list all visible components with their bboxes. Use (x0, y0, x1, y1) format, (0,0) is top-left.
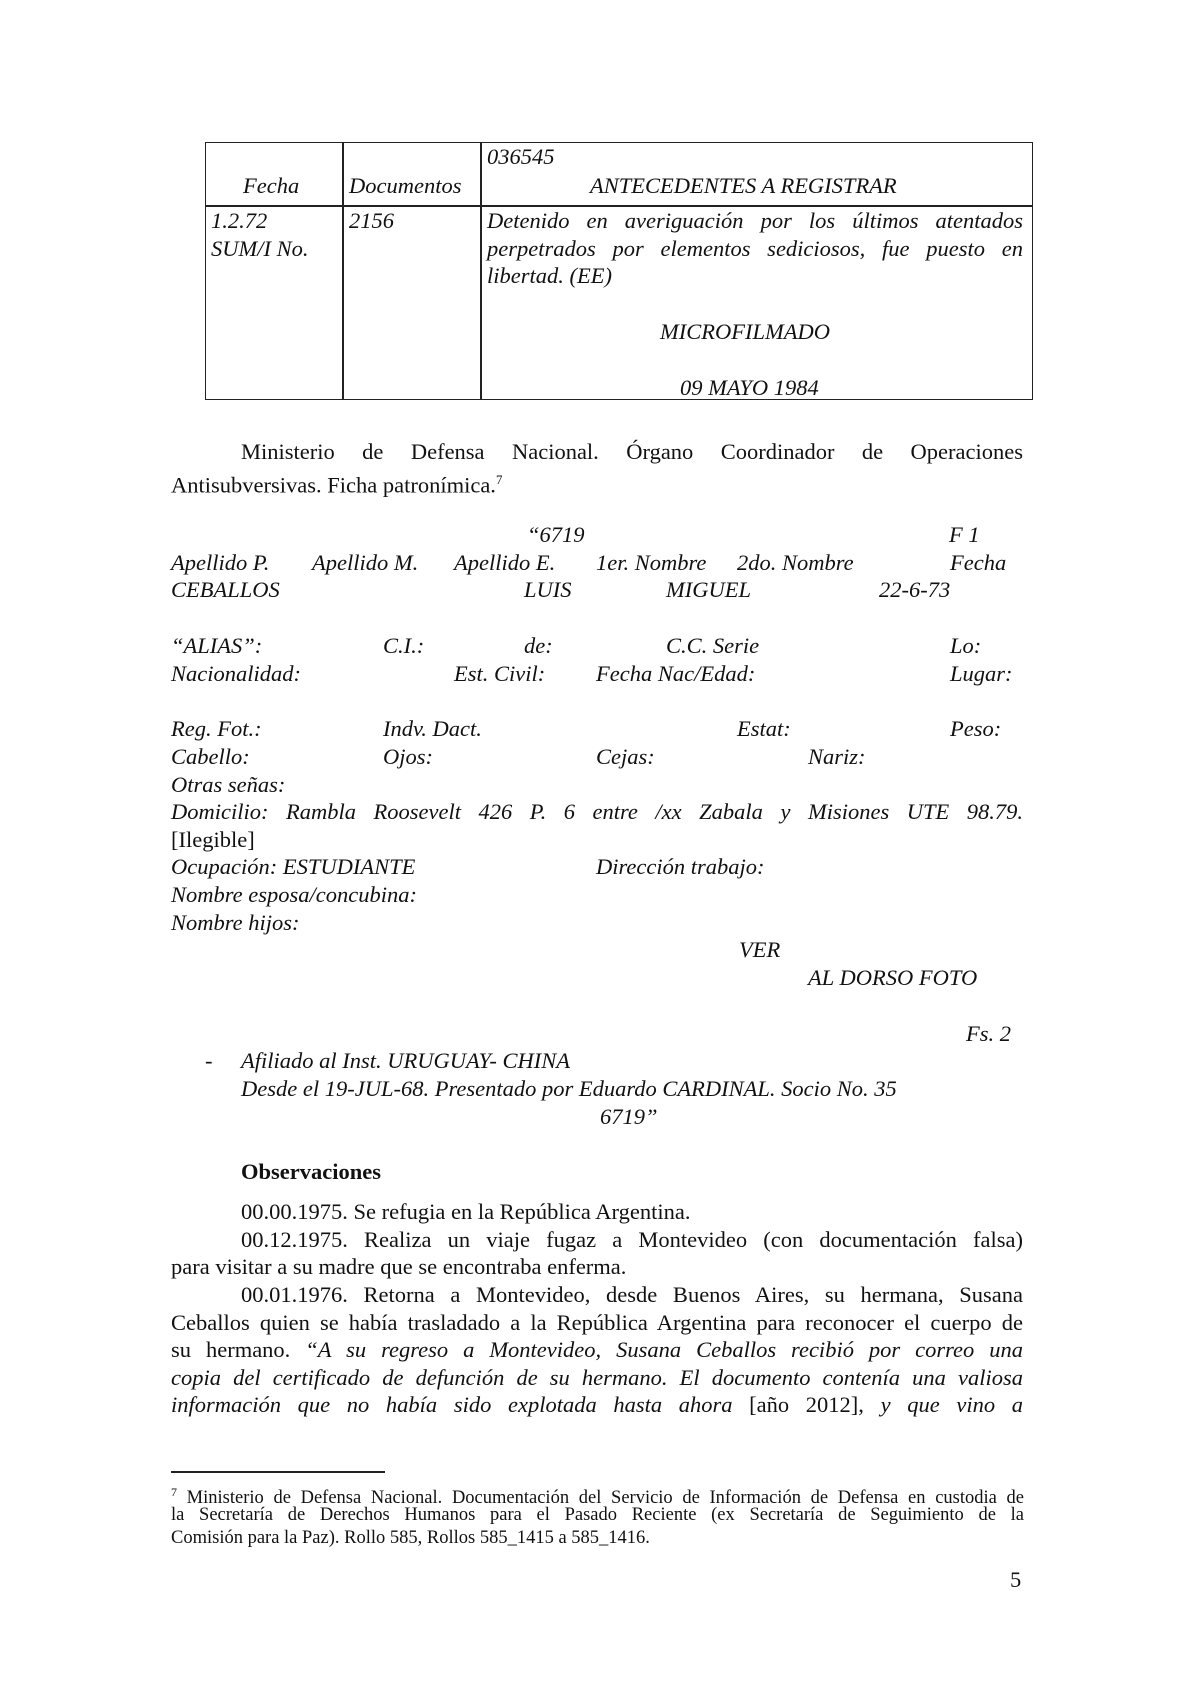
dorso-foto-note: AL DORSO FOTO (808, 965, 978, 990)
label-reg-fot: Reg. Fot.: (171, 716, 262, 741)
label-lo: Lo: (950, 633, 982, 658)
label-cabello: Cabello: (171, 744, 250, 769)
table-divider (342, 143, 344, 399)
label-nombre2: 2do. Nombre (737, 550, 854, 575)
label-cejas: Cejas: (596, 744, 655, 769)
row-text-line: Detenido en averiguación por los últimos atentados (487, 208, 1023, 233)
row-documento: 2156 (349, 208, 394, 233)
label-apellido-m: Apellido M. (312, 550, 419, 575)
row-text-line: perpetrados por elementos sediciosos, fue puesto en (487, 236, 1023, 261)
footnote-line: la Secretaría de Derechos Humanos para el Pasado Reciente (ex Secretaría de Seguimiento de la (171, 1505, 1024, 1525)
label-nombre1: 1er. Nombre (596, 550, 707, 575)
label-fecha-nac: Fecha Nac/Edad: (596, 661, 756, 686)
value-nombre1: LUIS (524, 577, 572, 602)
observaciones-heading: Observaciones (241, 1159, 381, 1184)
label-apellido-p: Apellido P. (171, 550, 270, 575)
header-antecedentes: ANTECEDENTES A REGISTRAR (590, 173, 897, 198)
value-fecha: 22-6-73 (879, 577, 951, 602)
intro-line: Antisubversivas. Ficha patronímica.$^7$ (171, 472, 503, 498)
obs-paragraph-line: Ceballos quien se había trasladado a la República Argentina para reconocer el cuerpo de (171, 1310, 1023, 1335)
footnote-rule (171, 1471, 385, 1473)
table-divider (480, 143, 482, 399)
ocupacion: Ocupación: ESTUDIANTE (171, 854, 416, 879)
obs-paragraph-line: 00.00.1975. Se refugia en la República Argentina. (241, 1199, 691, 1224)
folio-number: Fs. 2 (966, 1021, 1011, 1046)
ficha-closing: 6719” (600, 1104, 658, 1129)
row-fecha: 1.2.72 (211, 208, 268, 233)
label-estat: Estat: (737, 716, 791, 741)
label-peso: Peso: (950, 716, 1002, 741)
table-code: 036545 (487, 144, 555, 169)
domicilio-line: Domicilio: Rambla Roosevelt 426 P. 6 entre /xx Zabala y Misiones UTE 98.79. (171, 799, 1023, 824)
label-lugar: Lugar: (950, 661, 1013, 686)
domicilio-illegible: [Ilegible] (171, 827, 255, 852)
footnote-line: $^7$ Ministerio de Defensa Nacional. Documentación del Servicio de Información de Defensa en custodia de (171, 1485, 1024, 1509)
label-est-civil: Est. Civil: (454, 661, 546, 686)
obs-paragraph-line: 00.01.1976. Retorna a Montevideo, desde Buenos Aires, su hermana, Susana (241, 1282, 1023, 1307)
label-nariz: Nariz: (808, 744, 866, 769)
intro-line: Ministerio de Defensa Nacional. Órgano Coordinador de Operaciones (241, 439, 1023, 464)
stamp-date: 09 MAYO 1984 (680, 375, 819, 400)
ver-note: VER (739, 937, 781, 962)
obs-paragraph-line: copia del certificado de defunción de su hermano. El documento contenía una valiosa (171, 1365, 1023, 1390)
label-de: de: (524, 633, 553, 658)
label-alias: “ALIAS”: (171, 633, 263, 658)
header-documentos: Documentos (349, 173, 462, 198)
label-ojos: Ojos: (383, 744, 433, 769)
value-nombre2: MIGUEL (666, 577, 751, 602)
page-number: 5 (1010, 1567, 1022, 1592)
obs-paragraph-line: información que no había sido explotada hasta ahora [año 2012], y que vino a (171, 1392, 1023, 1417)
footnote-ref: 7 (495, 472, 503, 487)
row-sum: SUM/I No. (211, 236, 309, 261)
label-cc-serie: C.C. Serie (666, 633, 760, 658)
row-text-line: libertad. (EE) (487, 263, 612, 288)
header-fecha: Fecha (243, 173, 300, 198)
obs-paragraph-line: 00.12.1975. Realiza un viaje fugaz a Montevideo (con documentación falsa) (241, 1227, 1023, 1252)
stamp-microfilmado: MICROFILMADO (660, 319, 830, 344)
label-nombre-esposa: Nombre esposa/concubina: (171, 882, 418, 907)
ficha-f1: F 1 (949, 522, 980, 547)
label-fecha: Fecha (950, 550, 1007, 575)
label-apellido-e: Apellido E. (454, 550, 556, 575)
label-nombre-hijos: Nombre hijos: (171, 910, 300, 935)
footnote-line: Comisión para la Paz). Rollo 585, Rollos 585_1415 a 585_1416. (171, 1528, 650, 1548)
bullet: - (205, 1048, 213, 1073)
label-direccion-trabajo: Dirección trabajo: (596, 854, 765, 879)
afiliado-line: Afiliado al Inst. URUGUAY- CHINA (241, 1048, 570, 1073)
label-nacionalidad: Nacionalidad: (171, 661, 301, 686)
ficha-number: “6719 (527, 522, 585, 547)
label-indv-dact: Indv. Dact. (383, 716, 482, 741)
label-otras-senas: Otras señas: (171, 772, 286, 797)
desde-line: Desde el 19-JUL-68. Presentado por Eduardo CARDINAL. Socio No. 35 (241, 1076, 897, 1101)
obs-paragraph-line: su hermano. “A su regreso a Montevideo, Susana Ceballos recibió por correo una (171, 1337, 1023, 1362)
value-apellido: CEBALLOS (171, 577, 280, 602)
obs-paragraph-line: para visitar a su madre que se encontraba enferma. (171, 1254, 627, 1279)
label-ci: C.I.: (383, 633, 425, 658)
